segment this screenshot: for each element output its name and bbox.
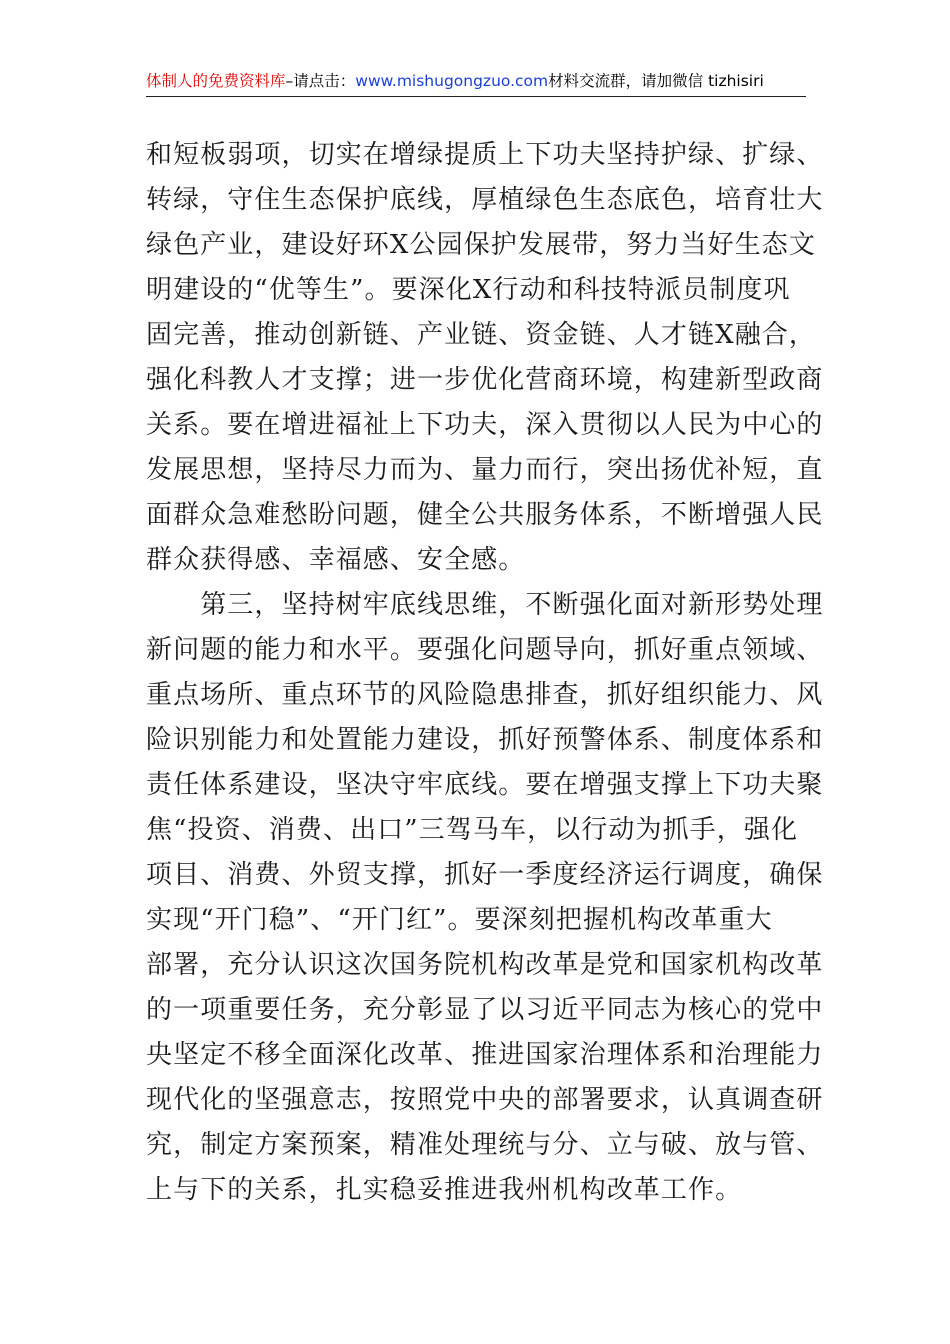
text-line: 转绿，守住生态保护底线，厚植绿色生态底色，培育壮大 (146, 185, 824, 215)
body-text (146, 133, 824, 1213)
contact-info: 材料交流群，请加微信 tizhisiri (548, 72, 764, 90)
page-header (146, 66, 806, 97)
text-line: 项目、消费、外贸支撑，抓好一季度经济运行调度，确保 (146, 860, 824, 890)
text-line: 固完善，推动创新链、产业链、资金链、人才链X融合， (146, 320, 817, 350)
text-line: 险识别能力和处置能力建设，抓好预警体系、制度体系和 (146, 725, 824, 755)
text-line: 面群众急难愁盼问题，健全公共服务体系，不断增强人民 (146, 500, 824, 530)
text-line: 新问题的能力和水平。要强化问题导向，抓好重点领域、 (146, 635, 824, 665)
text-line: 责任体系建设，坚决守牢底线。要在增强支撑上下功夫聚 (146, 770, 824, 800)
site-name: 体制人的免费资料库 (146, 72, 286, 90)
text-line: 强化科教人才支撑；进一步优化营商环境，构建新型政商 (146, 365, 824, 395)
text-line: 群众获得感、幸福感、安全感。 (146, 545, 526, 575)
text-line: 明建设的“优等生”。要深化X行动和科技特派员制度巩 (146, 275, 791, 305)
text-line: 现代化的坚强意志，按照党中央的部署要求，认真调查研 (146, 1085, 824, 1115)
text-line: 和短板弱项，切实在增绿提质上下功夫坚持护绿、扩绿、 (146, 140, 824, 170)
text-line: 部署，充分认识这次国务院机构改革是党和国家机构改革 (146, 950, 824, 980)
text-line: 的一项重要任务，充分彰显了以习近平同志为核心的党中 (146, 995, 824, 1025)
text-line: 绿色产业，建设好环X公园保护发展带，努力当好生态文 (146, 230, 817, 260)
text-line: 关系。要在增进福祉上下功夫，深入贯彻以人民为中心的 (146, 410, 824, 440)
text-line: 实现“开门稳”、“开门红”。要深刻把握机构改革重大 (146, 905, 773, 935)
text-line: 重点场所、重点环节的风险隐患排查，抓好组织能力、风 (146, 680, 824, 710)
text-line: 焦“投资、消费、出口”三驾马车，以行动为抓手，强化 (146, 815, 799, 845)
text-line: 发展思想，坚持尽力而为、量力而行，突出扬优补短，直 (146, 455, 824, 485)
text-line: 央坚定不移全面深化改革、推进国家治理体系和治理能力 (146, 1040, 824, 1070)
paragraph-start-line: 第三，坚持树牢底线思维，不断强化面对新形势处理 (146, 590, 824, 620)
click-prompt: –请点击： (285, 72, 356, 90)
text-line: 上与下的关系，扎实稳妥推进我州机构改革工作。 (146, 1175, 743, 1205)
website-link[interactable]: www.mishugongzuo.com (355, 72, 549, 90)
text-line: 究，制定方案预案，精准处理统与分、立与破、放与管、 (146, 1130, 824, 1160)
